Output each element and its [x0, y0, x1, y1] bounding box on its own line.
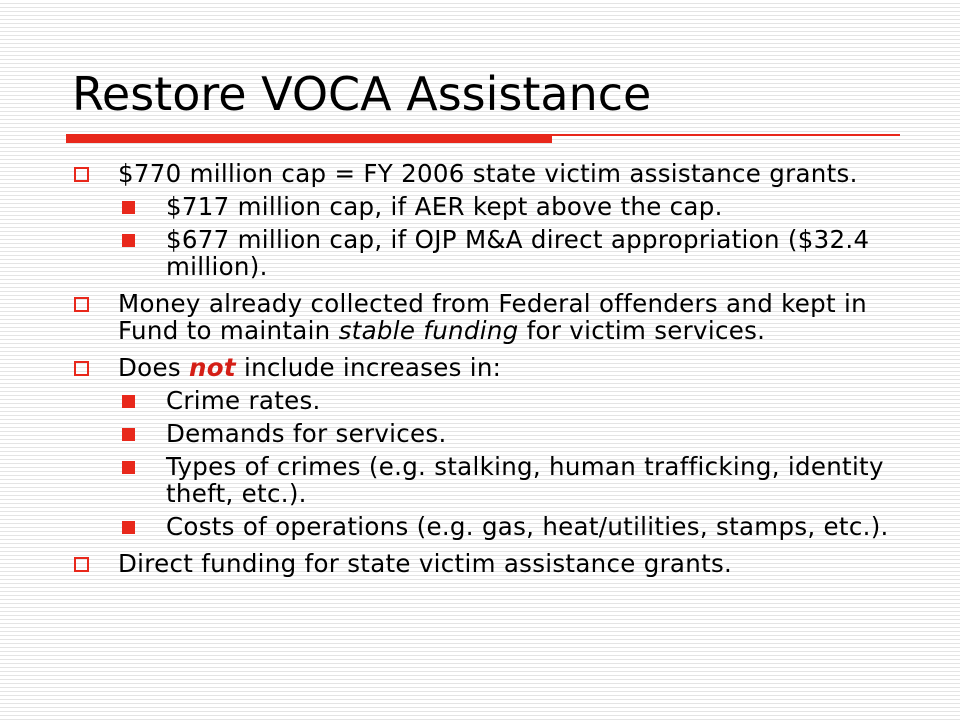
bullet-text-italic: stable funding: [338, 316, 519, 345]
bullet-list: [72, 160, 892, 577]
hollow-square-bullet-icon: [74, 297, 89, 312]
bullet-text: Crime rates.: [166, 386, 321, 415]
hollow-square-bullet-icon: [74, 167, 89, 182]
bullet-text: Costs of operations (e.g. gas, heat/utilities, stamps, etc.).: [166, 512, 889, 541]
sub-bullet-demands: [72, 420, 892, 447]
title-underline-thick: [66, 134, 552, 143]
sub-bullet-cap-717: [72, 193, 892, 220]
bullet-money-collected: [72, 290, 892, 344]
hollow-square-bullet-icon: [74, 557, 89, 572]
filled-square-bullet-icon: [122, 428, 135, 441]
filled-square-bullet-icon: [122, 461, 135, 474]
sub-bullet-crime-rates: [72, 387, 892, 414]
sub-bullet-types-of-crimes: [72, 453, 892, 507]
sub-bullet-cap-677: [72, 226, 892, 280]
bullet-direct-funding: [72, 550, 892, 577]
slide-title: Restore VOCA Assistance: [72, 67, 652, 121]
bullet-text: $717 million cap, if AER kept above the cap.: [166, 192, 723, 221]
filled-square-bullet-icon: [122, 201, 135, 214]
bullet-does-not-include: [72, 354, 892, 381]
bullet-text: Types of crimes (e.g. stalking, human trafficking, identity theft, etc.).: [166, 452, 884, 508]
title-underline-thin: [552, 134, 900, 136]
bullet-text-before: Money already collected from Federal offenders and kept in Fund to maintain: [118, 289, 867, 345]
filled-square-bullet-icon: [122, 521, 135, 534]
hollow-square-bullet-icon: [74, 361, 89, 376]
bullet-text-before: Does: [118, 353, 189, 382]
bullet-text: $677 million cap, if OJP M&A direct appropriation ($32.4 million).: [166, 225, 870, 281]
bullet-text-emphasis: not: [188, 353, 236, 382]
bullet-text: Demands for services.: [166, 419, 447, 448]
bullet-text-after: for victim services.: [518, 316, 766, 345]
filled-square-bullet-icon: [122, 234, 135, 247]
bullet-text-after: include increases in:: [235, 353, 502, 382]
bullet-text: $770 million cap = FY 2006 state victim assistance grants.: [118, 159, 858, 188]
sub-bullet-costs-of-operations: [72, 513, 892, 540]
bullet-text: Direct funding for state victim assistance grants.: [118, 549, 733, 578]
bullet-cap-770: [72, 160, 892, 187]
filled-square-bullet-icon: [122, 395, 135, 408]
